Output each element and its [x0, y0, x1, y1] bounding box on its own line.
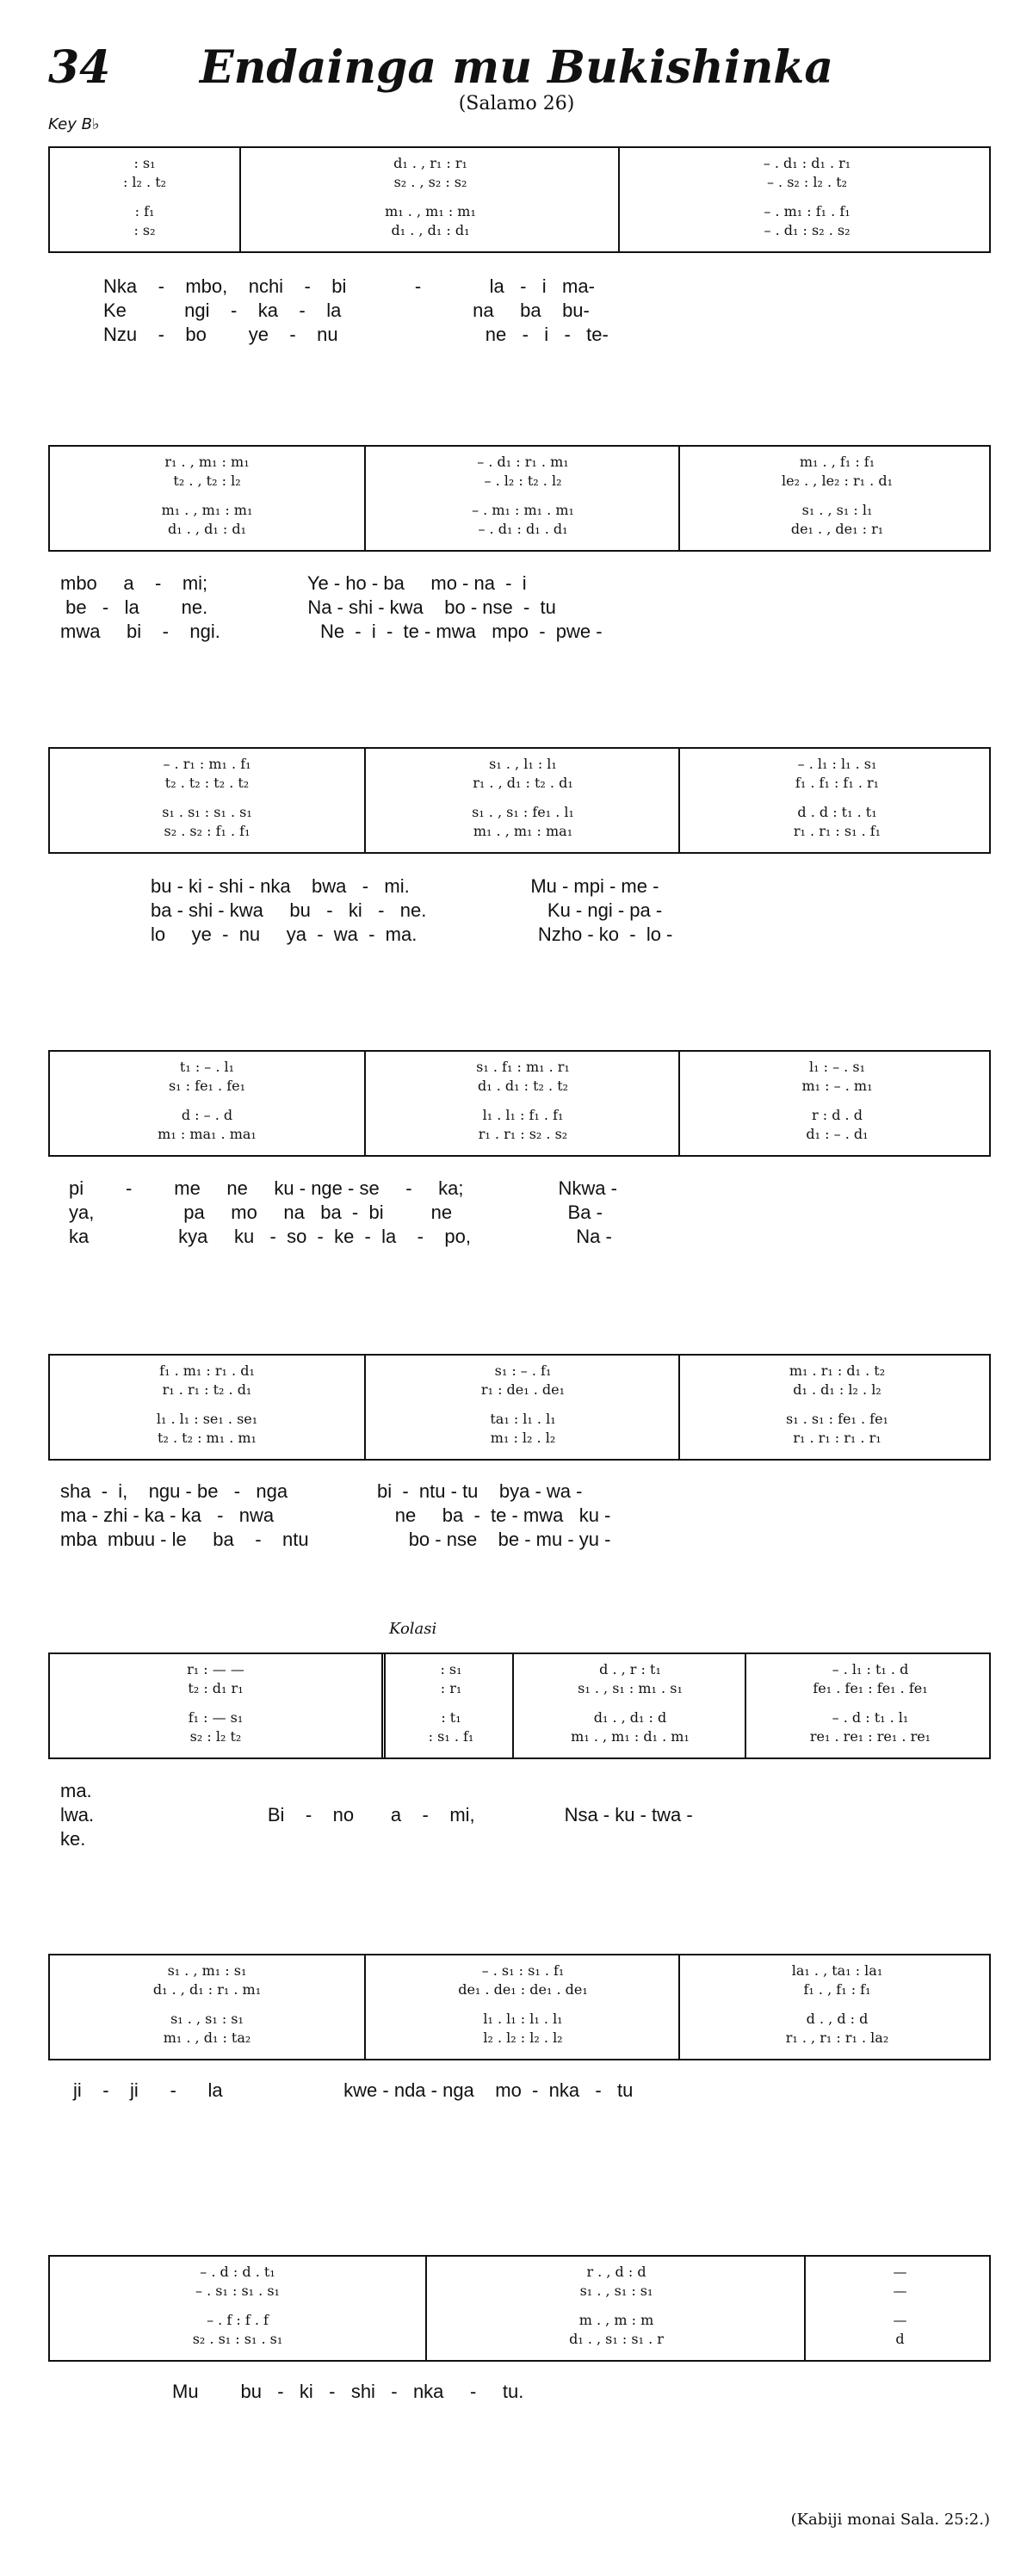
voice-part-notes: r . , d : d: [586, 2264, 646, 2280]
measure: [364, 749, 680, 852]
voice-part-notes: de₁ . , de₁ : r₁: [790, 521, 884, 537]
voice-part-notes: – . d : d . t₁: [200, 2264, 275, 2280]
lyric-line: mbo a - mi; Ye - ho - ba mo - na - i: [60, 572, 527, 594]
voice-part-notes: s₂ . , s₂ : s₂: [393, 174, 467, 190]
voice-part-notes: : s₂: [133, 222, 156, 238]
voice-part-notes: – . l₁ : l₁ . s₁: [797, 756, 877, 772]
voice-part-notes: s₁ . , s₁ : fe₁ . l₁: [472, 804, 574, 820]
voice-part-notes: m₁ . r₁ : d₁ . t₂: [789, 1362, 886, 1379]
voice-part-notes: le₂ . , le₂ : r₁ . d₁: [782, 473, 893, 489]
voice-part-notes: s₁ : – . f₁: [494, 1362, 552, 1379]
lyric-line: ji - ji - la kwe - nda - nga mo - nka - tu: [73, 2079, 634, 2101]
voice-part-notes: l₁ . l₁ : l₁ . l₁: [483, 2011, 563, 2027]
measure: [678, 749, 994, 852]
voice-part-notes: s₂ . s₂ : f₁ . f₁: [164, 823, 251, 839]
voice-part-notes: l₁ . l₁ : se₁ . se₁: [156, 1411, 258, 1427]
measure: [364, 1955, 680, 2059]
voice-part-notes: : l₂ . t₂: [122, 174, 167, 190]
lyric-line: sha - i, ngu - be - nga bi - ntu - tu bya - wa -: [60, 1480, 583, 1502]
measure: [678, 1356, 994, 1459]
voice-part-notes: t₂ : d₁ r₁: [188, 1680, 244, 1696]
voice-part-notes: m₁ : ma₁ . ma₁: [158, 1126, 257, 1142]
voice-part-notes: r : d . d: [812, 1107, 863, 1123]
voice-part-notes: f₁ : — s₁: [188, 1709, 244, 1726]
measure: [381, 1654, 516, 1757]
voice-part-notes: r₁ . , d₁ : t₂ . d₁: [473, 775, 573, 791]
notation-system: [48, 146, 991, 253]
voice-part-notes: s₂ . s₁ : s₁ . s₁: [192, 2331, 283, 2347]
voice-part-notes: f₁ . m₁ : r₁ . d₁: [159, 1362, 255, 1379]
measure: [678, 1052, 994, 1155]
voice-part-notes: m₁ . , m₁ : m₁: [161, 502, 253, 518]
notation-system: [48, 1652, 991, 1759]
voice-part-notes: r₁ : — —: [187, 1661, 244, 1677]
voice-part-notes: s₁ . , l₁ : l₁: [489, 756, 557, 772]
measure: [745, 1654, 994, 1757]
measure: [678, 1955, 994, 2059]
measure: [50, 2257, 425, 2360]
lyric-line: ma.: [60, 1780, 92, 1801]
voice-part-notes: d₁ . , d₁ : d: [593, 1709, 667, 1726]
notation-system: [48, 1050, 991, 1157]
voice-part-notes: m₁ . , m₁ : m₁: [385, 203, 476, 219]
measure: [364, 447, 680, 550]
lyric-line: Nzu - bo ye - nu ne - i - te-: [103, 324, 609, 345]
lyric-line: be - la ne. Na - shi - kwa bo - nse - tu: [60, 596, 556, 618]
notation-system: [48, 445, 991, 552]
voice-part-notes: l₂ . l₂ : l₂ . l₂: [483, 2029, 563, 2046]
voice-part-notes: s₂ : l₂ t₂: [189, 1728, 242, 1745]
lyric-line: mba mbuu - le ba - ntu bo - nse be - mu - yu -: [60, 1529, 611, 1550]
voice-part-notes: r₁ . r₁ : s₂ . s₂: [478, 1126, 568, 1142]
voice-part-notes: – . f : f . f: [207, 2312, 269, 2328]
voice-part-notes: —: [893, 2264, 907, 2280]
lyric-line: Nka - mbo, nchi - bi - la - i ma-: [103, 275, 595, 297]
key-signature: Key B♭: [48, 115, 100, 133]
voice-part-notes: s₁ : fe₁ . fe₁: [168, 1078, 246, 1094]
hymn-number: 34: [48, 41, 111, 94]
voice-part-notes: r₁ . r₁ : s₁ . f₁: [793, 823, 881, 839]
voice-part-notes: f₁ . , f₁ : f₁: [803, 1981, 871, 1998]
voice-part-notes: m₁ . , d₁ : ta₂: [163, 2029, 251, 2046]
voice-part-notes: r₁ : de₁ . de₁: [480, 1381, 566, 1398]
notation-system: [48, 1954, 991, 2060]
hymn-title: Endainga mu Bukishinka: [199, 41, 834, 94]
lyric-line: lo ye - nu ya - wa - ma. Nzho - ko - lo -: [151, 924, 673, 945]
measure: [50, 749, 364, 852]
voice-part-notes: r₁ . r₁ : r₁ . r₁: [793, 1430, 881, 1446]
voice-part-notes: – . s₁ : s₁ . s₁: [195, 2283, 280, 2299]
voice-part-notes: – . r₁ : m₁ . f₁: [163, 756, 251, 772]
measure: [50, 1654, 381, 1757]
voice-part-notes: m₁ . , f₁ : f₁: [799, 454, 875, 470]
voice-part-notes: d₁ . , r₁ : r₁: [393, 155, 467, 171]
voice-part-notes: re₁ . re₁ : re₁ . re₁: [809, 1728, 931, 1745]
voice-part-notes: : s₁ . f₁: [428, 1728, 474, 1745]
voice-part-notes: d₁ . , d₁ : r₁ . m₁: [152, 1981, 262, 1998]
voice-part-notes: m₁ . , m₁ : ma₁: [473, 823, 573, 839]
lyric-line: Mu bu - ki - shi - nka - tu.: [172, 2381, 524, 2402]
voice-part-notes: – . d₁ : r₁ . m₁: [477, 454, 569, 470]
measure: [239, 148, 620, 251]
voice-part-notes: m . , m : m: [578, 2312, 654, 2328]
voice-part-notes: : s₁: [133, 155, 156, 171]
voice-part-notes: r₁ . , r₁ : r₁ . la₂: [785, 2029, 889, 2046]
measure: [425, 2257, 806, 2360]
voice-part-notes: ta₁ : l₁ . l₁: [490, 1411, 556, 1427]
voice-part-notes: d₁ . , d₁ : d₁: [168, 521, 246, 537]
voice-part-notes: d₁ . , d₁ : d₁: [391, 222, 470, 238]
voice-part-notes: t₂ . t₂ : m₁ . m₁: [158, 1430, 257, 1446]
voice-part-notes: fe₁ . fe₁ : fe₁ . fe₁: [813, 1680, 928, 1696]
voice-part-notes: de₁ . de₁ : de₁ . de₁: [458, 1981, 588, 1998]
voice-part-notes: d . , r : t₁: [599, 1661, 661, 1677]
voice-part-notes: – . d₁ : d₁ . d₁: [478, 521, 568, 537]
measure: [364, 1356, 680, 1459]
lyric-line: ma - zhi - ka - ka - nwa ne ba - te - mwa ku -: [60, 1504, 611, 1526]
voice-part-notes: t₂ . , t₂ : l₂: [173, 473, 241, 489]
voice-part-notes: d : – . d: [181, 1107, 233, 1123]
voice-part-notes: d: [895, 2331, 905, 2347]
measure: [50, 148, 239, 251]
voice-part-notes: —: [893, 2312, 907, 2328]
notation-system: [48, 2255, 991, 2362]
voice-part-notes: – . m₁ : m₁ . m₁: [472, 502, 574, 518]
notation-system: [48, 747, 991, 854]
lyric-line: pi - me ne ku - nge - se - ka; Nkwa -: [69, 1177, 617, 1199]
voice-part-notes: s₁ . f₁ : m₁ . r₁: [476, 1059, 570, 1075]
voice-part-notes: : t₁: [441, 1709, 461, 1726]
chorus-label: Kolasi: [389, 1620, 437, 1638]
lyric-line: bu - ki - shi - nka bwa - mi. Mu - mpi - me -: [151, 875, 659, 897]
voice-part-notes: s₁ . , s₁ : s₁: [170, 2011, 244, 2027]
voice-part-notes: m₁ : – . m₁: [801, 1078, 873, 1094]
voice-part-notes: : f₁: [134, 203, 155, 219]
voice-part-notes: s₁ . , m₁ : s₁: [167, 1962, 247, 1979]
voice-part-notes: s₁ . , s₁ : m₁ . s₁: [578, 1680, 683, 1696]
voice-part-notes: l₁ . l₁ : f₁ . f₁: [482, 1107, 564, 1123]
voice-part-notes: t₁ : – . l₁: [179, 1059, 235, 1075]
voice-part-notes: – . d₁ : d₁ . r₁: [763, 155, 851, 171]
voice-part-notes: r₁ . r₁ : t₂ . d₁: [162, 1381, 252, 1398]
voice-part-notes: d₁ . d₁ : l₂ . l₂: [793, 1381, 881, 1398]
lyric-line: Ke ngi - ka - la na ba bu-: [103, 300, 590, 321]
lyric-line: lwa. Bi - no a - mi, Nsa - ku - twa -: [60, 1804, 693, 1825]
measure: [512, 1654, 746, 1757]
voice-part-notes: m₁ : l₂ . l₂: [490, 1430, 556, 1446]
measure: [50, 1955, 364, 2059]
voice-part-notes: m₁ . , m₁ : d₁ . m₁: [571, 1728, 690, 1745]
voice-part-notes: r₁ . , m₁ : m₁: [164, 454, 250, 470]
voice-part-notes: la₁ . , ta₁ : la₁: [791, 1962, 883, 1979]
footer-reference: (Kabiji monai Sala. 25:2.): [790, 2511, 990, 2529]
voice-part-notes: d₁ . , s₁ : s₁ . r: [569, 2331, 664, 2347]
voice-part-notes: t₂ . t₂ : t₂ . t₂: [164, 775, 250, 791]
measure: [618, 148, 994, 251]
voice-part-notes: – . d₁ : s₂ . s₂: [764, 222, 851, 238]
voice-part-notes: s₁ . , s₁ : s₁: [579, 2283, 653, 2299]
voice-part-notes: s₁ . , s₁ : l₁: [801, 502, 873, 518]
lyric-line: ya, pa mo na ba - bi ne Ba -: [69, 1202, 603, 1223]
voice-part-notes: : r₁: [440, 1680, 462, 1696]
voice-part-notes: : s₁: [440, 1661, 462, 1677]
measure: [804, 2257, 994, 2360]
voice-part-notes: d . , d : d: [806, 2011, 869, 2027]
voice-part-notes: d . d : t₁ . t₁: [797, 804, 877, 820]
voice-part-notes: – . s₂ : l₂ . t₂: [766, 174, 848, 190]
voice-part-notes: s₁ . s₁ : s₁ . s₁: [162, 804, 252, 820]
voice-part-notes: d₁ . d₁ : t₂ . t₂: [477, 1078, 569, 1094]
voice-part-notes: d₁ : – . d₁: [806, 1126, 869, 1142]
voice-part-notes: – . s₁ : s₁ . f₁: [481, 1962, 565, 1979]
measure: [50, 447, 364, 550]
lyric-line: ba - shi - kwa bu - ki - ne. Ku - ngi - pa -: [151, 899, 663, 921]
lyric-line: ke.: [60, 1828, 86, 1850]
notation-system: [48, 1354, 991, 1461]
voice-part-notes: – . l₂ : t₂ . l₂: [484, 473, 562, 489]
measure: [678, 447, 994, 550]
voice-part-notes: – . l₁ : t₁ . d: [832, 1661, 909, 1677]
measure: [364, 1052, 680, 1155]
lyric-line: ka kya ku - so - ke - la - po, Na -: [69, 1226, 612, 1247]
voice-part-notes: s₁ . s₁ : fe₁ . fe₁: [786, 1411, 888, 1427]
voice-part-notes: – . d : t₁ . l₁: [832, 1709, 909, 1726]
voice-part-notes: – . m₁ : f₁ . f₁: [764, 203, 851, 219]
measure: [50, 1356, 364, 1459]
voice-part-notes: f₁ . f₁ : f₁ . r₁: [795, 775, 880, 791]
voice-part-notes: l₁ : – . s₁: [809, 1059, 865, 1075]
measure: [50, 1052, 364, 1155]
hymn-subtitle: (Salamo 26): [458, 93, 575, 114]
lyric-line: mwa bi - ngi. Ne - i - te - mwa mpo - pwe -: [60, 621, 603, 642]
voice-part-notes: —: [893, 2283, 907, 2299]
